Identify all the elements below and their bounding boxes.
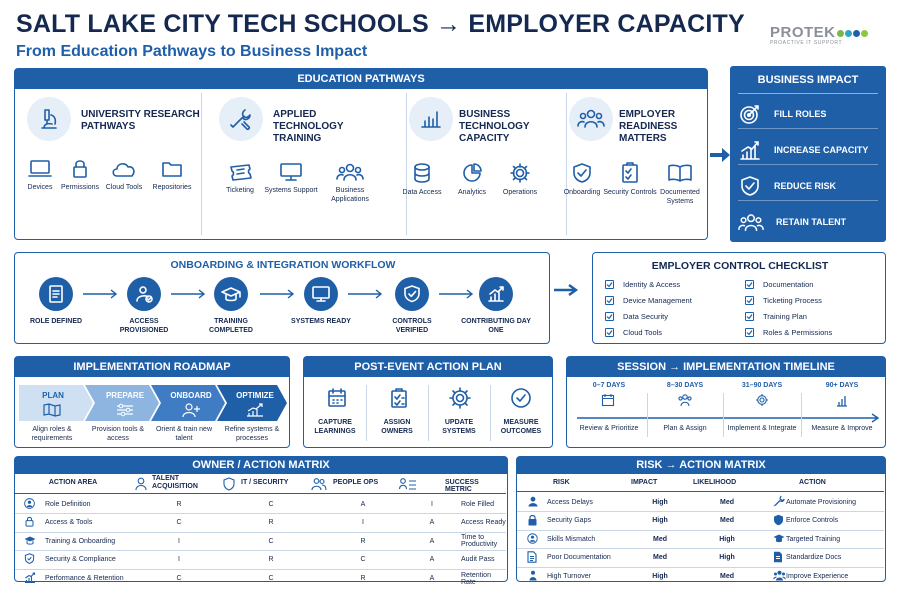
raci-cell: I: [133, 532, 225, 551]
risk-cell: High Turnover: [547, 573, 591, 580]
step-training-completed: TRAINING COMPLETED: [209, 318, 253, 334]
action-area-cell: Access & Tools: [45, 514, 133, 533]
step-controls-verified: CONTROLS VERIFIED: [392, 318, 432, 334]
col-risk: RISK: [553, 479, 570, 486]
timeline-heading: SESSION → IMPLEMENTATION TIMELINE: [567, 357, 885, 377]
check-icon: [745, 296, 754, 305]
logo-text: PROTEK: [770, 24, 836, 41]
impact-cell: High: [652, 573, 668, 580]
arrow-right-icon: [554, 283, 580, 297]
graduation-icon: [24, 535, 36, 546]
pathway-item-repositories: Repositories: [143, 159, 201, 192]
raci-cell: C: [268, 575, 274, 582]
owner-matrix-header-row: [15, 474, 506, 494]
impact-reduce-risk: REDUCE RISK: [738, 171, 878, 201]
bar-chart-icon: [409, 97, 453, 141]
shield-icon: [773, 514, 784, 526]
checklist-item[interactable]: Roles & Permissions: [745, 328, 832, 337]
people-icon: [527, 570, 539, 581]
calendar-icon: [601, 393, 615, 407]
pathway-title: APPLIED TECHNOLOGY TRAINING: [273, 109, 344, 144]
impact-retain-talent: RETAIN TALENT: [738, 207, 878, 237]
check-icon: [605, 328, 614, 337]
col-people-ops: PEOPLE OPS: [333, 479, 379, 486]
raci-cell: I: [409, 495, 455, 514]
col-likelihood: LIKELIHOOD: [693, 479, 737, 486]
pathway-item-documented-systems: Documented Systems: [651, 162, 709, 206]
sliders-icon: [115, 403, 135, 417]
raci-cell: R: [360, 575, 366, 582]
pathway-item-operations: Operations: [491, 162, 549, 197]
success-metric-cell: Retention Rate: [461, 571, 491, 586]
table-row: [15, 495, 506, 514]
workflow-heading: ONBOARDING & INTEGRATION WORKFLOW: [170, 259, 396, 271]
pathway-item-cloud-tools: Cloud Tools: [95, 159, 153, 192]
impact-cell: Med: [631, 530, 689, 549]
risk-matrix-table: [517, 493, 884, 586]
owner-matrix-body: [15, 495, 506, 588]
success-metric-cell: Audit Pass: [455, 551, 506, 570]
success-metric-cell: Role Filled: [455, 495, 506, 514]
education-pathways-panel: [14, 68, 708, 240]
microscope-icon: [27, 97, 71, 141]
impact-fill-roles: FILL ROLES: [738, 99, 878, 129]
action-plan-heading: POST-EVENT ACTION PLAN: [304, 357, 552, 377]
checklist-item[interactable]: Data Security: [605, 312, 668, 321]
phase-optimize-desc: Refine systems & processes: [224, 426, 280, 442]
flow-arrow-icon: [83, 289, 119, 299]
workflow-panel: [14, 252, 550, 344]
chart-icon: [24, 572, 36, 583]
map-icon: [43, 403, 61, 417]
table-row: [517, 549, 884, 568]
success-metric-cell: Time to Productivity: [455, 532, 506, 551]
check-icon: [605, 296, 614, 305]
likelihood-cell: High: [689, 549, 765, 568]
access-provisioned-icon: [127, 277, 161, 311]
col-action-area: ACTION AREA: [48, 479, 98, 486]
checklist-heading: EMPLOYER CONTROL CHECKLIST: [651, 260, 829, 272]
action-cell: Targeted Training: [786, 530, 884, 549]
table-row: [517, 530, 884, 549]
document-icon: [773, 551, 783, 563]
raci-cell: C: [133, 514, 225, 533]
impact-cell: High: [631, 512, 689, 531]
target-icon: [738, 103, 762, 125]
impact-cell: Med: [631, 549, 689, 568]
monitor-icon: [304, 277, 338, 311]
education-pathways-heading: EDUCATION PATHWAYS: [15, 69, 707, 89]
action-area-cell: Performance & Retention: [45, 575, 124, 582]
logo-tagline: PROACTIVE IT SUPPORT: [770, 40, 843, 46]
table-row: [15, 551, 506, 570]
pathway-item-systems-support: Systems Support: [262, 162, 320, 195]
checklist-item[interactable]: Identity & Access: [605, 280, 680, 289]
pathway-title: EMPLOYER READINESS MATTERS: [619, 109, 678, 144]
checklist-item[interactable]: Ticketing Process: [745, 296, 822, 305]
pathway-item-analytics: Analytics: [443, 162, 501, 197]
graduation-cap-icon: [214, 277, 248, 311]
growth-chart-icon: [479, 277, 513, 311]
raci-cell: I: [133, 551, 225, 570]
pathway-item-permissions: Permissions: [51, 159, 109, 192]
raci-cell: A: [409, 514, 455, 533]
phase-onboard: ONBOARD: [170, 391, 212, 400]
checklist-item[interactable]: Documentation: [745, 280, 813, 289]
business-impact-heading: BUSINESS IMPACT: [757, 74, 859, 86]
team-icon: [773, 570, 786, 581]
shield-icon: [223, 477, 235, 491]
roadmap-heading: IMPLEMENTATION ROADMAP: [15, 357, 289, 377]
flow-arrow-icon: [260, 289, 296, 299]
raci-cell: A: [317, 495, 409, 514]
likelihood-cell: High: [689, 530, 765, 549]
raci-cell: I: [317, 514, 409, 533]
action-cell: Enforce Controls: [786, 512, 884, 531]
pathway-item-onboarding: Onboarding: [553, 162, 611, 197]
pathway-item-data-access: Data Access: [393, 162, 451, 197]
risk-matrix-body: [517, 493, 884, 586]
action-area-cell: Role Definition: [45, 495, 133, 514]
check-icon: [605, 280, 614, 289]
add-user-icon: [181, 402, 201, 418]
action-cell: Standardize Docs: [786, 549, 884, 568]
bar-chart-icon: [835, 393, 849, 407]
document-icon: [527, 551, 537, 563]
list-user-icon: [399, 477, 417, 491]
owner-matrix-table: [15, 495, 506, 588]
stage-period: 8–30 DAYS: [666, 382, 704, 389]
risk-cell: Skills Mismatch: [547, 530, 631, 549]
pathway-item-devices: Devices: [11, 159, 69, 192]
tools-icon: [219, 97, 263, 141]
table-row: [15, 514, 506, 533]
risk-cell: Security Gaps: [547, 512, 631, 531]
phase-prepare-desc: Provision tools & access: [91, 426, 145, 442]
timeline-panel: [566, 356, 886, 448]
checklist-item[interactable]: Training Plan: [745, 312, 807, 321]
step-access-provisioned: ACCESS PROVISIONED: [119, 318, 169, 334]
phase-plan-desc: Align roles & requirements: [31, 426, 73, 442]
pathway-item-business-applications: Business Applications: [321, 162, 379, 204]
puzzle-icon: [527, 533, 538, 544]
tools-icon: [773, 495, 785, 507]
step-contributing-day-one: CONTRIBUTING DAY ONE: [461, 318, 531, 334]
protek-logo: [770, 24, 890, 46]
shield-icon: [24, 553, 35, 564]
likelihood-cell: Med: [689, 512, 765, 531]
flow-arrow-icon: [348, 289, 384, 299]
raci-cell: A: [409, 532, 455, 551]
team-icon: [311, 477, 327, 491]
table-row: [517, 493, 884, 512]
impact-increase-capacity: INCREASE CAPACITY: [738, 135, 878, 165]
pathway-item-ticketing: Ticketing: [211, 162, 269, 195]
check-icon: [745, 328, 754, 337]
timeline-axis: [577, 413, 883, 423]
table-row: [15, 532, 506, 551]
risk-cell: Poor Documentation: [547, 549, 631, 568]
raci-cell: R: [225, 514, 317, 533]
risk-matrix-header-row: [517, 474, 884, 492]
check-icon: [745, 312, 754, 321]
raci-cell: A: [409, 551, 455, 570]
team-icon: [677, 393, 693, 407]
pathway-title: UNIVERSITY RESEARCH PATHWAYS: [81, 109, 200, 132]
check-icon: [605, 312, 614, 321]
action-area-cell: Training & Onboarding: [45, 532, 133, 551]
person-icon: [527, 496, 539, 507]
raci-cell: C: [176, 575, 182, 582]
raci-cell: C: [225, 532, 317, 551]
phase-onboard-desc: Orient & train new talent: [155, 426, 213, 442]
col-success-metric: SUCCESS METRIC: [445, 479, 479, 493]
lock-icon: [24, 516, 35, 527]
risk-matrix-heading: RISK → ACTION MATRIX: [517, 457, 885, 474]
step-role-defined: ROLE DEFINED: [29, 318, 83, 325]
action-measure-outcomes: MEASURE OUTCOMES: [500, 419, 542, 435]
stage-desc: Measure & Improve: [811, 425, 873, 432]
risk-cell: Access Delays: [547, 493, 631, 512]
phase-optimize: OPTIMIZE: [236, 391, 274, 400]
raci-cell: R: [225, 551, 317, 570]
stage-desc: Implement & Integrate: [727, 425, 797, 432]
team-icon: [569, 97, 613, 141]
action-update-systems: UPDATE SYSTEMS: [442, 419, 476, 435]
phase-prepare: PREPARE: [105, 391, 145, 400]
business-impact-panel: [730, 66, 886, 242]
col-impact: IMPACT: [631, 479, 658, 486]
gear-icon: [755, 393, 769, 407]
checklist-item[interactable]: Device Management: [605, 296, 692, 305]
person-icon: [135, 477, 147, 491]
checklist-item[interactable]: Cloud Tools: [605, 328, 662, 337]
growth-chart-icon: [738, 139, 762, 161]
clipboard-check-icon: [388, 387, 410, 409]
raci-cell: C: [225, 495, 317, 514]
stage-period: 0–7 DAYS: [592, 382, 626, 389]
page-title: SALT LAKE CITY TECH SCHOOLS → EMPLOYER CAPACITY: [16, 10, 745, 38]
logo-dots: [837, 30, 868, 37]
risk-matrix-panel: [516, 456, 886, 582]
action-assign-owners: ASSIGN OWNERS: [381, 419, 413, 435]
check-circle-icon: [510, 387, 532, 409]
action-area-cell: Security & Compliance: [45, 551, 133, 570]
col-talent-acquisition: TALENT ACQUISITION: [152, 475, 198, 490]
calendar-icon: [326, 387, 348, 409]
owner-matrix-heading: OWNER / ACTION MATRIX: [15, 457, 507, 474]
lock-icon: [527, 514, 538, 526]
action-cell: Automate Provisioning: [786, 493, 884, 512]
impact-cell: High: [631, 493, 689, 512]
likelihood-cell: Med: [720, 573, 734, 580]
step-systems-ready: SYSTEMS READY: [291, 318, 351, 325]
flow-arrow-icon: [439, 289, 475, 299]
table-row: [517, 512, 884, 531]
phase-plan: PLAN: [42, 391, 64, 400]
graduation-icon: [773, 533, 785, 544]
team-icon: [738, 211, 764, 233]
stage-period: 31–90 DAYS: [741, 382, 783, 389]
action-plan-panel: [303, 356, 553, 448]
shield-check-icon: [738, 175, 762, 197]
stage-desc: Plan & Assign: [663, 425, 707, 432]
pathway-title: BUSINESS TECHNOLOGY CAPACITY: [459, 109, 530, 144]
arrow-right-icon: [710, 147, 730, 163]
owner-matrix-panel: [14, 456, 508, 586]
check-icon: [745, 280, 754, 289]
raci-cell: C: [317, 551, 409, 570]
raci-cell: R: [317, 532, 409, 551]
roadmap-panel: [14, 356, 290, 448]
action-capture-learnings: CAPTURE LEARNINGS: [314, 419, 356, 435]
person-icon: [24, 498, 35, 509]
flow-arrow-icon: [171, 289, 207, 299]
action-cell: Improve Experience: [786, 573, 849, 580]
stage-desc: Review & Prioritize: [579, 425, 639, 432]
growth-chart-icon: [245, 403, 265, 417]
control-checklist-panel: [592, 252, 886, 344]
col-it-security: IT / SECURITY: [241, 479, 289, 486]
success-metric-cell: Access Ready: [455, 514, 506, 533]
col-action: ACTION: [799, 479, 826, 486]
table-row: [517, 567, 884, 586]
likelihood-cell: Med: [689, 493, 765, 512]
raci-cell: A: [429, 575, 435, 582]
table-row: [15, 569, 506, 588]
shield-check-icon: [395, 277, 429, 311]
stage-period: 90+ DAYS: [825, 382, 859, 389]
raci-cell: R: [133, 495, 225, 514]
pathway-item-security-controls: Security Controls: [601, 162, 659, 197]
page-subtitle: From Education Pathways to Business Impact: [16, 43, 368, 60]
role-defined-icon: [39, 277, 73, 311]
gear-icon: [448, 387, 472, 409]
